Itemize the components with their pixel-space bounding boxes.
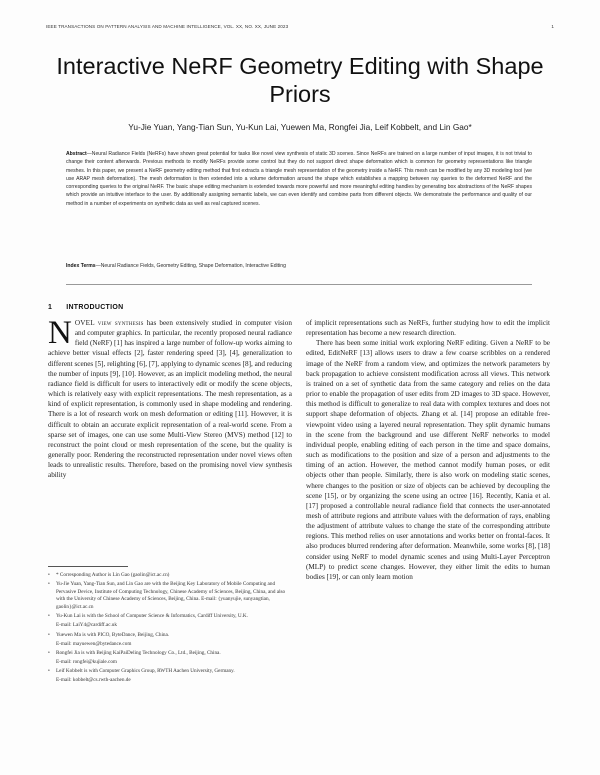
right-column (306, 318, 550, 582)
abstract-divider (66, 284, 532, 285)
index-terms (66, 262, 532, 270)
author-list: Yu-Jie Yuan, Yang-Tian Sun, Yu-Kun Lai, Yuewen Ma, Rongfei Jia, Leif Kobbelt, and Lin Gao* (128, 122, 472, 132)
abstract-text: —Neural Radiance Fields (NeRFs) have shown great potential for tasks like novel view synthesis of static 3D scenes. Since NeRFs are trained on a large number of input images, it is not trivial to change their content afterwards. Previous methods to modify NeRFs provide some control but they do not support direct shape deformation which is common for geometry representations like triangle meshes. In this paper, we present a NeRF geometry editing method that first extracts a triangle mesh representation of the geometry inside a NeRF. This mesh can be modified by any 3D modeling tool (we use ARAP mesh deformation). The mesh deformation is then extended into a volume deformation around the shape which establishes a mapping between ray queries to the deformed NeRF and the corresponding queries to the original NeRF. The basic shape editing mechanism is extended towards more powerful and more meaningful editing handles by generating box abstractions of the NeRF shapes which provide an intuitive interface to the user. By additionally assigning semantic labels, we can even identify and combine parts from different objects. We demonstrate the performance and quality of our method in a number of experiments on synthetic data as well as real captured scenes. (66, 151, 532, 207)
section-number: 1 (48, 304, 53, 311)
footnote-bullet: • (48, 613, 50, 620)
footnote-item (48, 668, 292, 676)
footnote-item (48, 641, 292, 649)
footnote-bullet: • (48, 631, 50, 638)
footnote-text: * Corresponding Author is Lin Gao (gaolin@ict.ac.cn) (56, 572, 170, 578)
dropcap-letter: N (48, 315, 72, 351)
footnote-item (48, 659, 292, 667)
index-terms-text: —Neural Radiance Fields, Geometry Editing, Shape Deformation, Interactive Editing (95, 263, 286, 269)
section-heading (48, 304, 123, 311)
abstract-label: Abstract (66, 151, 87, 157)
footnote-bullet: • (48, 649, 50, 656)
footnote-bullet: • (48, 668, 50, 675)
footnote-text: Yu-Kun Lai is with the School of Computer Science & Informatics, Cardiff University, U.K. (56, 613, 248, 620)
footnote-divider (48, 566, 128, 567)
section-title: INTRODUCTION (66, 304, 124, 311)
right-paragraph-1: of implicit representations such as NeRFs, further studying how to edit the implicit representation has become a new research direction. (306, 319, 550, 338)
footnote-item (48, 613, 292, 621)
index-terms-label: Index Terms (66, 263, 96, 269)
footnote-bullet: • (48, 581, 50, 588)
intro-paragraph (48, 315, 292, 481)
footnote-text: E-mail: kobbelt@cs.rwth-aachen.de (56, 677, 131, 684)
footnote-text: E-mail: LaiY4@cardiff.ac.uk (56, 622, 117, 629)
footnotes (48, 572, 292, 687)
paper-title: Interactive NeRF Geometry Editing with Shape Priors (56, 53, 544, 107)
footnote-bullet: • (48, 572, 50, 578)
footnote-item (48, 650, 292, 658)
intro-text: has been extensively studied in computer vision and computer graphics. In particular, the recently proposed neural radiance field (NeRF) [1] has inspired a large number of follow-up works aiming to achieve better visual effects [2], faster rendering speed [3], [4], generalization to different scenes [5], relighting [6], [7], applying to dynamic scenes [8], and reducing the number of inputs [9], [10]. However, as an implicit modeling method, the neural radiance field is difficult for users to interactively edit or modify the scene objects, which is relatively easy with explicit representations. The mesh representation, as a kind of explicit representation, is commonly used in shape modeling and rendering. There is a lot of research work on mesh deformation or editing [11]. However, it is difficult to obtain an accurate explicit representation of a real-world scene. From a sparse set of images, one can use some Multi-View Stereo (MVS) method [12] to reconstruct the point cloud or mesh representation of the scene, but the quality is generally poor. Rendering the reconstructed representation under novel views often leads to unrealistic results. Therefore, based on the promising novel view synthesis ability (48, 319, 292, 480)
left-column (48, 315, 292, 481)
footnote-item (48, 677, 292, 685)
page-number: 1 (551, 24, 554, 29)
footnote-text: Rongfei Jia is with Beijing KaiPaiDeling Technology Co., Ltd., Beijing, China. (56, 649, 221, 656)
journal-header: IEEE TRANSACTIONS ON PATTERN ANALYSIS AND MACHINE INTELLIGENCE, VOL. XX, NO. XX, JUNE 2023 (46, 24, 289, 29)
intro-smallcaps: OVEL view synthesis (74, 319, 144, 327)
footnote-item (48, 581, 292, 611)
footnote-item (48, 622, 292, 630)
right-paragraph-2: There has been some initial work exploring NeRF editing. Given a NeRF to be edited, EditNeRF [13] allows users to draw a few coarse scribbles on a rendered image of the NeRF from a random view, and optimizes the network parameters by back propagation to achieve consistent modification across all views. This network is trained on a set of synthetic data from the same category and relies on the data prior to enable the propagation of user edits from 2D images to 3D space. However, this method is difficult to generalize to real data with complex textures and does not support shape deformation of objects. Zhang et al. [14] propose an editable free-viewpoint video using a layered neural representation. They split dynamic humans in the scene from the background and use different NeRF networks to model individual people, enabling editing of each person in the time and space domains, such as modifications to the position and size of a person and adjustments to the timing of an action. However, the method cannot modify human poses, or edit objects other than people. Similarly, there is also work on modeling static scenes, where changes to the position or size of objects can be achieved by decoupling the scene [15], or by organizing the scene using an octree [16]. Recently, Kania et al. [17] proposed a controllable neural radiance field that connects the user-annotated mesh of attribute regions and attribute values with the deformation of rays, enabling the adjustment of attribute values to change the state of the corresponding attribute regions. This method relies on user annotations and works better on frontal-faces. It also produces blurred rendering after deformation. Meanwhile, some works [8], [18] consider using NeRF to model dynamic scenes and using Multi-Layer Perceptron (MLP) to predict scene changes. However, they either limit the edits to human bodies [19], or can only learn motion (306, 339, 550, 581)
footnote-item (48, 572, 292, 580)
footnote-text: E-mail: mayuewen@bytedance.com (56, 640, 132, 647)
footnote-item (48, 632, 292, 640)
footnote-text: Yu-Jie Yuan, Yang-Tian Sun, and Lin Gao are with the Beijing Key Laboratory of Mobile Computing and Pervasive Device, Institute of Computing Technology, Chinese Academy of Sciences, Beijing, China, and also with the University of Chinese Academy of Sciences, Beijing, China. E-mail: {yuanyujie, sunyangtian, gaolin}@ict.ac.cn (56, 581, 286, 610)
running-head (46, 24, 554, 29)
footnote-text: Leif Kobbelt is with Computer Graphics Group, RWTH Aachen University, Germany. (56, 668, 235, 675)
abstract (66, 150, 532, 208)
footnote-text: E-mail: rongfei@kujiale.com (56, 659, 117, 666)
footnote-text: Yuewen Ma is with PICO, ByteDance, Beijing, China. (56, 631, 170, 638)
